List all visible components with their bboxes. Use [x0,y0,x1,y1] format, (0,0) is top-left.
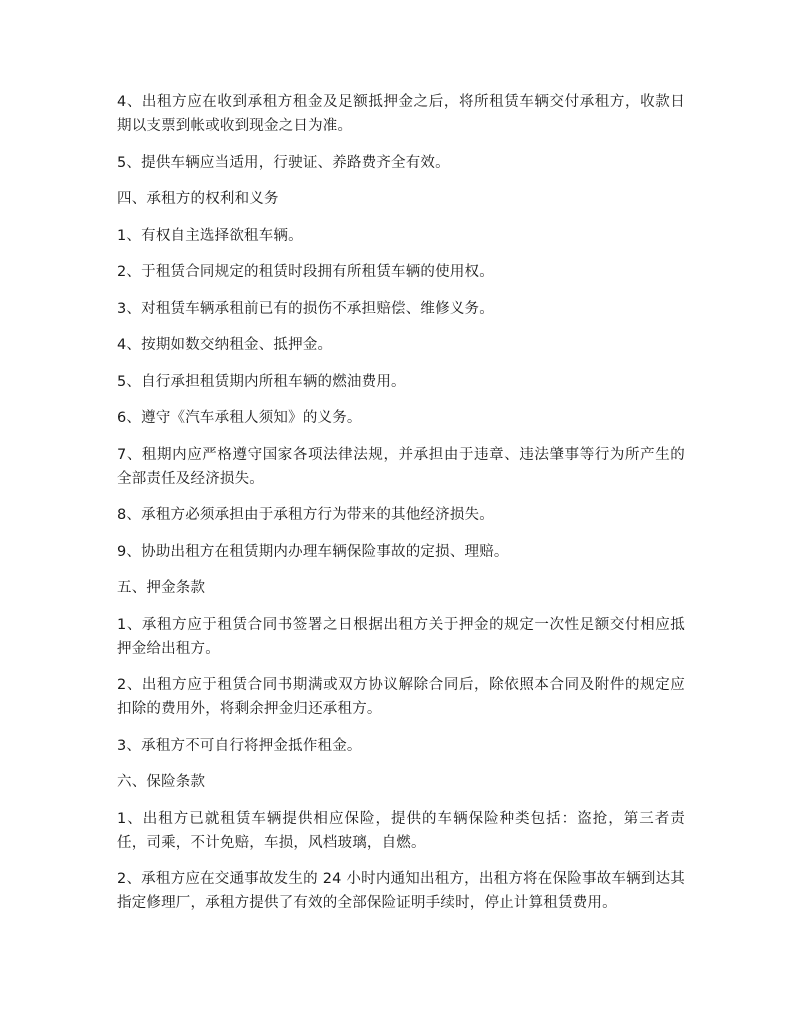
clause-owner-4-delivery: 4、出租方应在收到承租方租金及足额抵押金之后，将所租赁车辆交付承租方，收款日期以支票到帐或收到现金之日为准。 [117,94,685,134]
clause-lessee-7: 7、租期内应严格遵守国家各项法律法规，并承担由于违章、违法肇事等行为所产生的全部责任及经济损失。 [117,446,685,487]
clause-lessee-8: 8、承租方必须承担由于承租方行为带来的其他经济损失。 [117,507,494,523]
clause-lessee-2: 2、于租赁合同规定的租赁时段拥有所租赁车辆的使用权。 [117,264,494,280]
clause-lessee-4: 4、按期如数交纳租金、抵押金。 [117,337,333,353]
document-body [117,90,685,928]
clause-lessee-3: 3、对租赁车辆承租前已有的损伤不承担赔偿、维修义务。 [117,300,494,317]
clause-deposit-3: 3、承租方不可自行将押金抵作租金。 [117,737,362,754]
clause-deposit-2: 2、出租方应于租赁合同书期满或双方协议解除合同后，除依照本合同及附件的规定应扣除的费用外，将剩余押金归还承租方。 [117,677,685,717]
clause-lessee-1: 1、有权自主选择欲租车辆。 [117,227,303,244]
clause-lessee-6: 6、遵守《汽车承租人须知》的义务。 [117,410,362,426]
section-heading-deposit: 五、押金条款 [117,580,206,596]
section-heading-lessee-rights: 四、承租方的权利和义务 [117,191,279,207]
clause-owner-5-vehicle-validity: 5、提供车辆应当适用，行驶证、养路费齐全有效。 [117,154,450,171]
clause-deposit-1: 1、承租方应于租赁合同书签署之日根据出租方关于押金的规定一次性足额交付相应抵押金给出租方。 [117,616,685,657]
clause-lessee-9: 9、协助出租方在租赁期内办理车辆保险事故的定损、理赔。 [117,543,509,560]
section-heading-insurance: 六、保险条款 [117,774,206,790]
clause-lessee-5: 5、自行承担租赁期内所租车辆的燃油费用。 [117,373,406,390]
clause-insurance-1: 1、出租方已就租赁车辆提供相应保险，提供的车辆保险种类包括：盗抢，第三者责任，司乘，不计免赔，车损，风档玻璃，自燃。 [117,810,685,851]
clause-insurance-2: 2、承租方应在交通事故发生的 24 小时内通知出租方，出租方将在保险事故车辆到达其指定修理厂，承租方提供了有效的全部保险证明手续时，停止计算租赁费用。 [117,871,685,911]
